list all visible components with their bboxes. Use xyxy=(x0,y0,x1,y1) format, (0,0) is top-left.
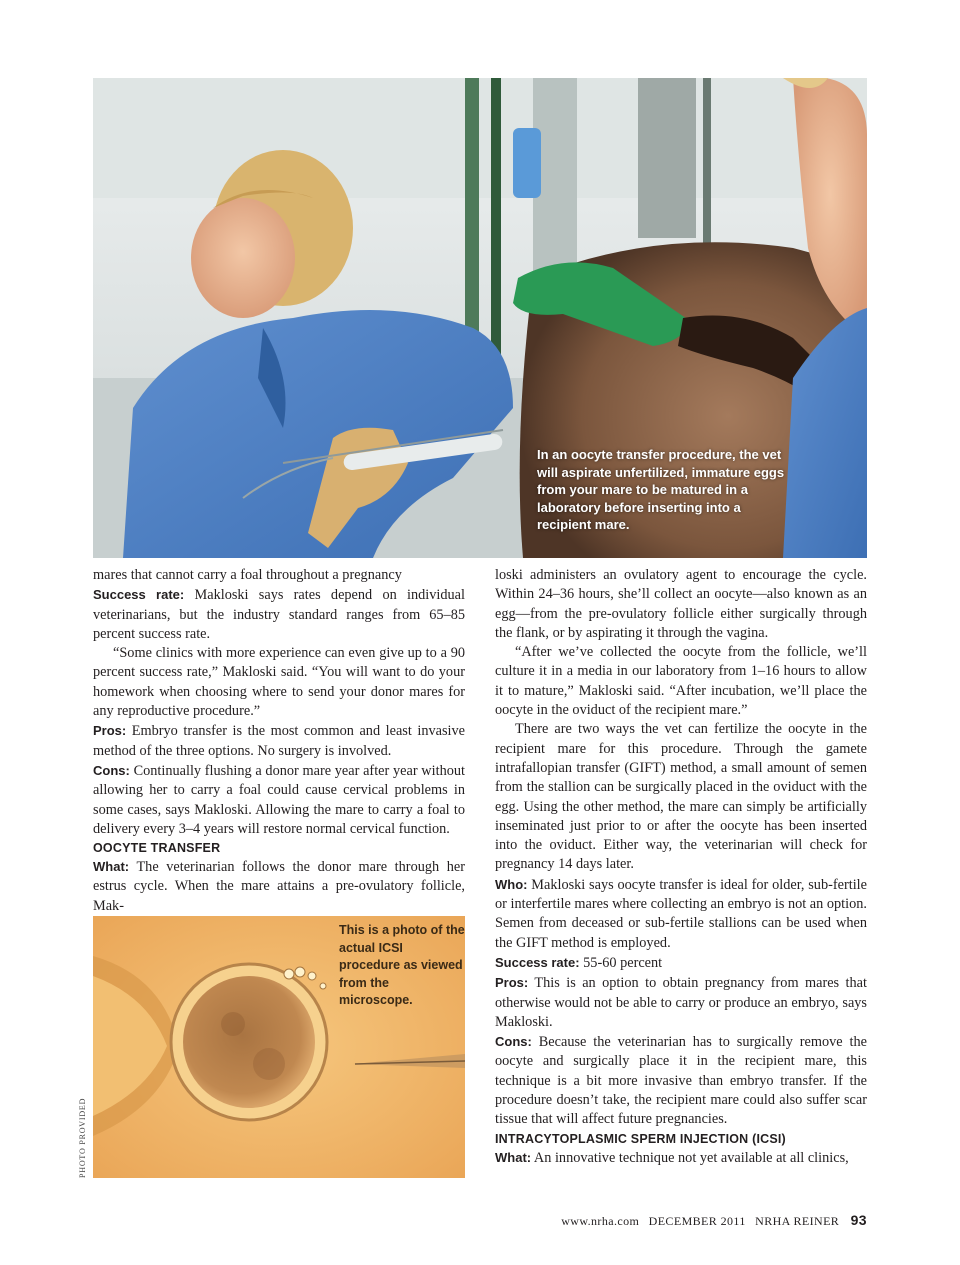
hero-photo-caption: In an oocyte transfer procedure, the vet will aspirate unfertilized, immature eggs from your mare to be matured in a laboratory before inserting into a recipient mare. xyxy=(537,447,785,532)
cons-text: Because the veterinarian has to surgically remove the oocyte and surgically place it in the recipient mare, this technique is a bit more invasive than embryo transfer. If the procedure doesn’t take, the recipient mare could also suffer scar tissue that will affect future pregnancies. xyxy=(495,1034,867,1128)
paragraph: mares that cannot carry a foal throughout a pregnancy xyxy=(93,567,402,583)
success-rate-paragraph xyxy=(93,585,465,644)
pros-label: Pros: xyxy=(495,975,529,991)
left-column xyxy=(93,566,465,916)
what-label: What: xyxy=(495,1149,532,1165)
pros-label: Pros: xyxy=(93,723,127,739)
photo-credit: PHOTO PROVIDED xyxy=(78,1097,87,1178)
pros-text: This is an option to obtain pregnancy from mares that otherwise would not be able to carry or produce an embryo, says Makloski. xyxy=(495,975,867,1030)
quote-paragraph: “After we’ve collected the oocyte from the follicle, we’ll culture it in a media in our laboratory from 1–16 hours to allow it to mature,” Makloski said. “After incubation, we’ll place the oocyte in the oviduct of the recipient mare.” xyxy=(495,644,867,719)
who-label: Who: xyxy=(495,876,528,892)
who-paragraph xyxy=(495,875,867,953)
success-rate-text: 55-60 percent xyxy=(583,954,663,971)
cons-label: Cons: xyxy=(93,762,130,778)
success-rate-label: Success rate: xyxy=(93,587,185,603)
success-rate-text: Makloski says rates depend on individual veterinarians, but the industry standard ranges from 65–85 percent success rate. xyxy=(93,587,465,642)
what-text: An innovative technique not yet available at all clinics, xyxy=(533,1149,849,1166)
hero-photo xyxy=(93,78,867,558)
section-heading-oocyte-transfer: OOCYTE TRANSFER xyxy=(93,841,221,856)
who-text: Makloski says oocyte transfer is ideal for older, sub-fertile or interfertile mares where collecting an embryo is not an option. Semen from deceased or sub-fertile stallions can be used when the GIFT method is employed. xyxy=(495,876,867,951)
footer-publication: NRHA REINER xyxy=(755,1214,840,1228)
page-footer xyxy=(555,1212,867,1229)
cons-paragraph xyxy=(93,761,465,839)
cons-label: Cons: xyxy=(495,1034,532,1050)
what-text: The veterinarian follows the donor mare through her estrus cycle. When the mare attains a pre-ovulatory follicle, Mak- xyxy=(93,859,465,914)
paragraph: loski administers an ovulatory agent to encourage the cycle. Within 24–36 hours, she’ll collect an oocyte—also known as an egg—from the pre-ovulatory follicle either surgically through the flank, or by aspirating it through the vagina. xyxy=(495,567,867,641)
cons-text: Continually flushing a donor mare year after year without allowing her to carry a foal could cause cervical problems in some cases, says Makloski. Allowing the mare to carry a foal to delivery every 3–4 years will restore normal cervical function. xyxy=(93,762,465,837)
section-heading-icsi: INTRACYTOPLASMIC SPERM INJECTION (ICSI) xyxy=(495,1131,786,1146)
right-column xyxy=(495,566,867,1168)
pros-text: Embryo transfer is the most common and least invasive method of the three options. No surgery is involved. xyxy=(93,723,466,759)
cons-paragraph xyxy=(495,1032,867,1129)
microscope-photo xyxy=(93,916,465,1178)
footer-url[interactable]: www.nrha.com xyxy=(561,1214,640,1228)
what-paragraph xyxy=(93,857,465,916)
what-paragraph xyxy=(495,1148,867,1168)
paragraph: There are two ways the vet can fertilize the oocyte in the recipient mare for this procedure. Through the gamete intrafallopian transfer (GIFT) method, a small amount of semen from the stallion can be surgically placed in the oviduct with the egg. Using the other method, the mare can simply be artificially inseminated just prior to or after the oocyte has been inserted into the oviduct. Either way, the veterinarian will check for pregnancy 14 days later. xyxy=(495,721,867,873)
success-rate-label: Success rate: xyxy=(495,954,580,970)
microscope-photo-caption: This is a photo of the actual ICSI procedure as viewed from the microscope. xyxy=(339,923,465,1007)
pros-paragraph xyxy=(495,973,867,1032)
what-label: What: xyxy=(93,859,130,875)
quote-paragraph: “Some clinics with more experience can even give up to a 90 percent success rate,” Makloski said. “You will want to do your homework when choosing where to send your donor mares for any reproductive procedure.” xyxy=(93,645,465,720)
success-rate-paragraph xyxy=(495,953,867,973)
pros-paragraph xyxy=(93,721,465,761)
footer-date: DECEMBER 2011 xyxy=(648,1214,746,1228)
page-number: 93 xyxy=(850,1212,867,1228)
